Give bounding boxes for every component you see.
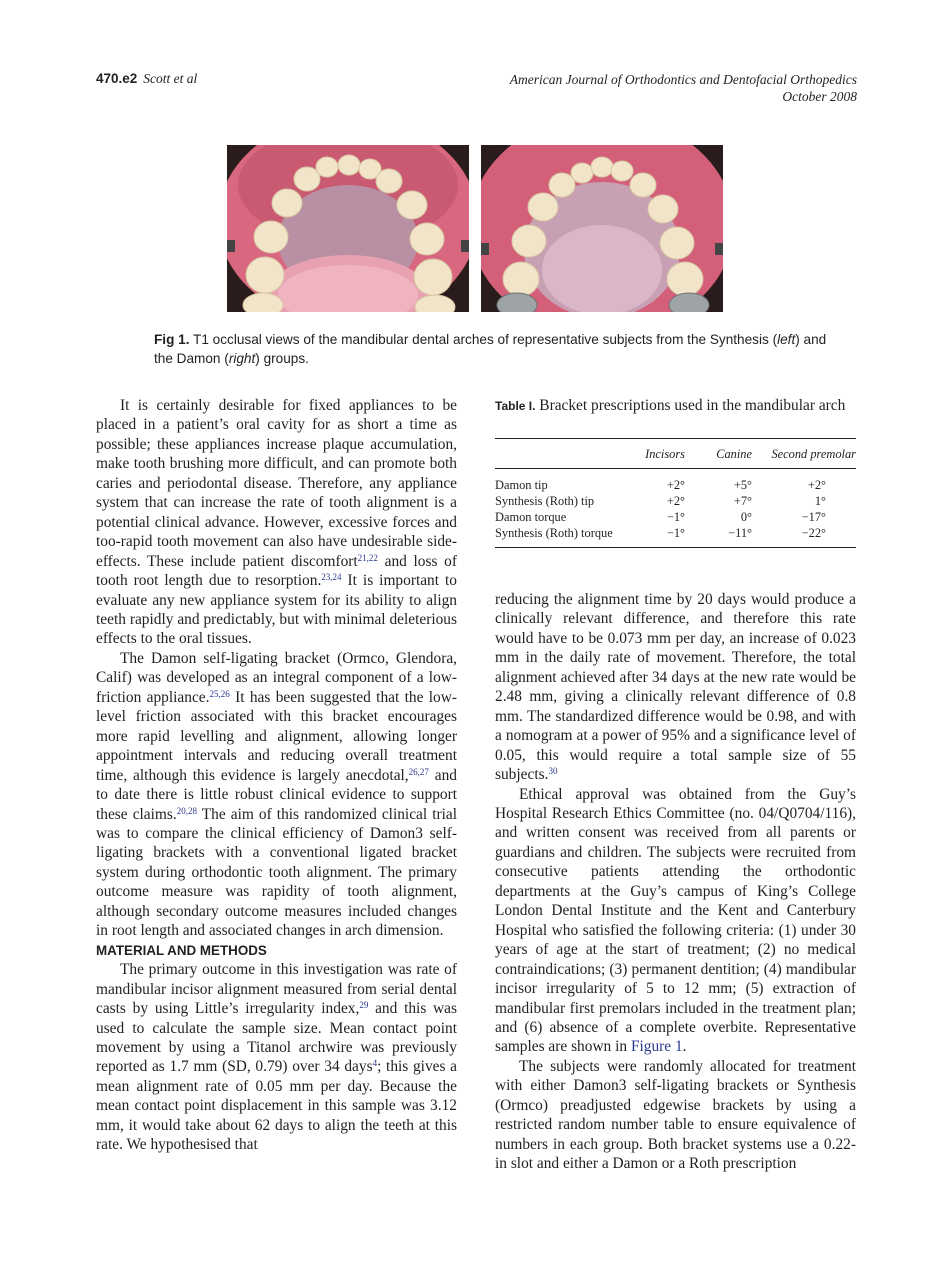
section-heading: MATERIAL AND METHODS bbox=[96, 942, 267, 958]
figure-caption: Fig 1. T1 occlusal views of the mandibular dental arches of representative subjects from the Synthesis (left) and the Damon (right) groups. bbox=[154, 332, 827, 366]
paragraph-sample-size: reducing the alignment time by 20 days would produce a clinically relevant difference, and therefore this rate would have to be 0.073 mm per day, an increase of 0.023 mm in the daily rate of movement. Therefore, the total alignment achieved after 34 days at the new rate would be 2.48 mm, giving a clinically relevant difference of 0.8 mm. The standardized difference would be 0.98, and with a nomogram at a power of 95% and a significance level of 0.05, this would require a total sample size of 55 subjects.$^{30}$ bbox=[495, 591, 856, 784]
citation[interactable]: 25,26 bbox=[209, 688, 230, 699]
figure-link[interactable]: Figure 1 bbox=[630, 1038, 683, 1056]
table-row: Synthesis (Roth) tip +2° +7° 1° bbox=[495, 493, 826, 508]
paragraph-allocation: The subjects were randomly allocated for treatment with either Damon3 self-ligating brackets or Synthesis (Ormco) preadjusted edgewise brackets by using a restricted random number table to ensure equivalence of numbers in each group. Both bracket systems use a 0.22-in slot and either a Damon or a Roth prescription bbox=[495, 1057, 856, 1173]
paragraph-intro: It is certainly desirable for fixed appliances to be placed in a patient’s oral cavity for as short a time as possible; these appliances increase plaque accumulation, make tooth brushing more difficult, and can promote both caries and periodontal disease. Therefore, any appliance system that can increase the rate of tooth alignment is a potential clinical advance. However, excessive forces and too-rapid tooth movement can also have undesirable side-effects. These include patient discomfort$^{21,22}$ and loss of tooth root length due to resorption.$^{23,24}$ It is important to evaluate any new appliance system for its ability to align teeth rapidly and predictably, but with minimal deleterious effects to the oral tissues. bbox=[96, 397, 457, 648]
figure-label: Fig 1. bbox=[154, 332, 190, 347]
figure-photo-damon bbox=[481, 145, 723, 312]
page-number: 470.e2 bbox=[96, 71, 138, 86]
figure-photo-synthesis bbox=[227, 145, 469, 312]
paragraph-methods: The primary outcome in this investigation was rate of mandibular incisor alignment measured from serial dental casts by using Little’s irregularity index,$^{29}$ and this was used to calculate the sample size. Mean contact point movement by using a Titanol archwire was previously reported as 1.7 mm (SD, 0.79) over 34 days$^4$; this gives a mean alignment rate of 0.05 mm per day. Because the mean contact point displacement in this sample was 3.12 mm, it would take about 62 days to align the teeth at this rate. We hypothesised that bbox=[96, 961, 458, 1154]
table-title: Table I. Bracket prescriptions used in the mandibular arch bbox=[495, 397, 846, 414]
table-header-row: Incisors Canine Second premolar bbox=[495, 439, 856, 469]
left-column bbox=[96, 396, 457, 1155]
right-column bbox=[495, 590, 856, 1174]
issue-date: October 2008 bbox=[782, 89, 857, 104]
running-authors: Scott et al bbox=[143, 71, 198, 86]
table-row: Damon tip +2° +5° +2° bbox=[495, 477, 826, 492]
citation[interactable]: 30 bbox=[548, 766, 558, 777]
table-label: Table I. bbox=[495, 399, 536, 413]
table-row: Synthesis (Roth) torque −1° −11° −22° bbox=[495, 525, 826, 540]
citation[interactable]: 20,28 bbox=[176, 805, 197, 816]
paragraph-ethics: Ethical approval was obtained from the Guy’s Hospital Research Ethics Committee (no. 04/Q0704/116), and written consent was received from all parents or guardians and children. The subjects were recruited from consecutive patients attending the orthodontic departments at the Guy’s campus of King’s College London Dental Institute and the Kent and Canterbury Hospital who satisfied the following criteria: (1) under 30 years of age at the start of treatment; (2) no medical contraindications; (3) permanent dentition; (4) mandibular incisor irregularity of 5 to 12 mm; (5) extraction of mandibular first premolars included in the treatment plan; and (6) absence of a complete overbite. Representative samples are shown in Figure 1. bbox=[495, 785, 856, 1056]
bracket-prescription-table bbox=[495, 438, 856, 548]
citation[interactable]: 23,24 bbox=[321, 572, 342, 583]
citation[interactable]: 21,22 bbox=[357, 552, 378, 563]
table-row: Damon torque −1° 0° −17° bbox=[495, 509, 826, 524]
citation[interactable]: 29 bbox=[359, 1000, 369, 1011]
running-header-left bbox=[96, 71, 197, 87]
journal-name: American Journal of Orthodontics and Dentofacial Orthopedics bbox=[509, 72, 857, 87]
paragraph-damon: The Damon self-ligating bracket (Ormco, Glendora, Calif) was developed as an integral component of a low-friction appliance.$^{25,26}$ It has been suggested that the low-level friction associated with this bracket encourages more rapid levelling and alignment, allowing longer appointment intervals and reducing overall treatment time, although this evidence is largely anecdotal,$^{26,27}$ and to date there is little robust clinical evidence to support these claims.$^{20,28}$ The aim of this randomized clinical trial was to compare the clinical efficiency of Damon3 self-ligating brackets with a conventional ligated bracket system during orthodontic tooth alignment. The primary outcome measure was rapidity of tooth alignment, although secondary outcome measures included changes in root length and associated changes in arch dimension. bbox=[96, 649, 457, 940]
citation[interactable]: 26,27 bbox=[408, 766, 429, 777]
running-header-right bbox=[510, 71, 857, 105]
citation[interactable]: 4 bbox=[372, 1058, 378, 1069]
